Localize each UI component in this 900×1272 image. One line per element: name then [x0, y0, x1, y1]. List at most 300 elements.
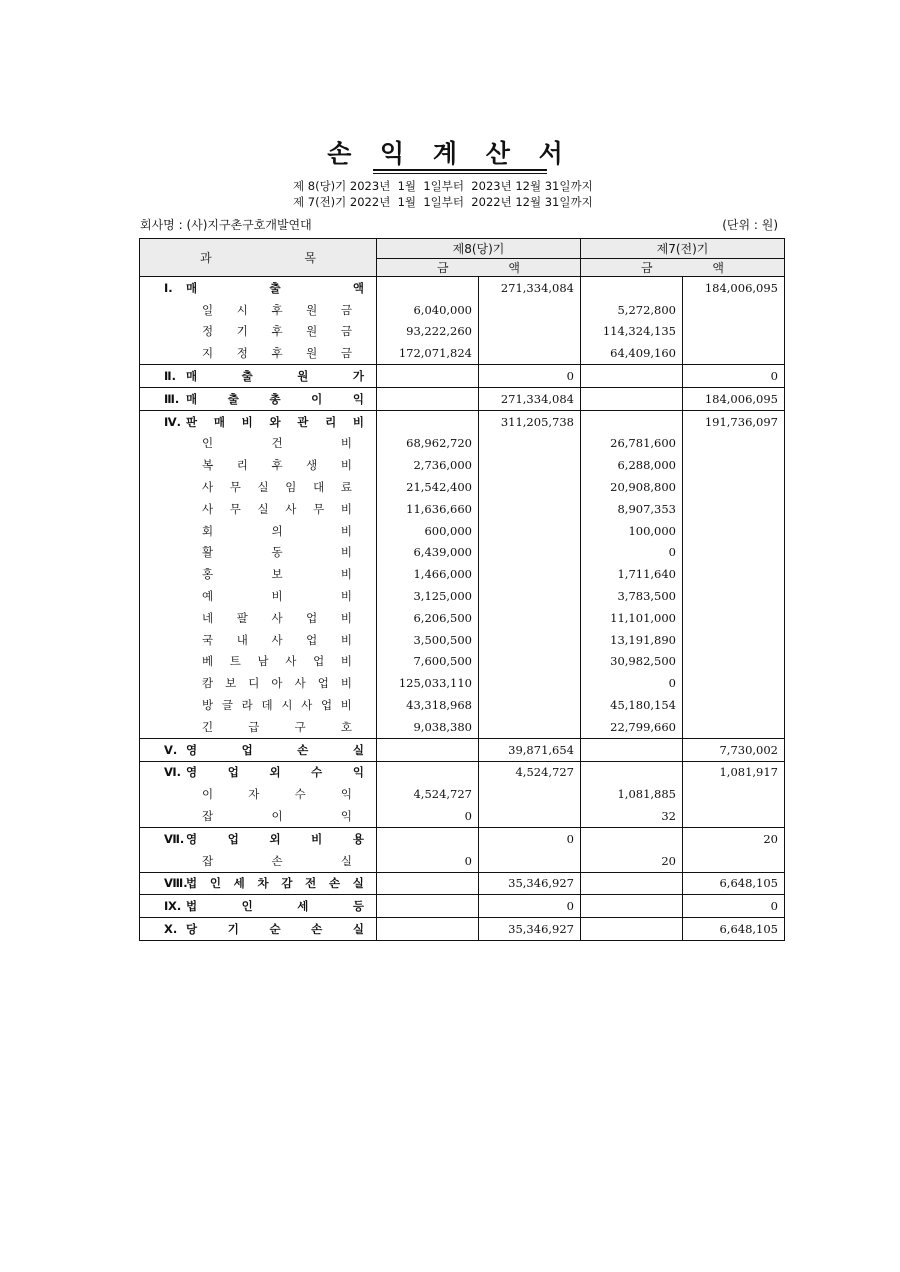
label-char: 순 [269, 922, 281, 936]
cur-sub-amount [377, 761, 479, 783]
row-label [140, 520, 377, 542]
section-row [140, 827, 785, 849]
row-label [140, 321, 377, 343]
row-label [140, 342, 377, 364]
row-label [140, 607, 377, 629]
label-char: 비 [352, 414, 364, 429]
row-label [140, 454, 377, 476]
detail-row [140, 342, 785, 364]
pri-sub-amount: 6,288,000 [581, 454, 683, 476]
detail-label [140, 697, 376, 713]
row-label [140, 299, 377, 321]
detail-row [140, 716, 785, 738]
cur-main-amount [479, 783, 581, 805]
section-label [186, 898, 364, 914]
row-label [140, 277, 377, 299]
label-char: 금 [340, 302, 352, 317]
pri-main-amount [683, 520, 785, 542]
cur-main-amount [479, 672, 581, 694]
pri-main-amount: 0 [683, 895, 785, 918]
label-char: 실 [257, 501, 269, 516]
label-char: 비 [311, 831, 323, 846]
pri-sub-amount: 3,783,500 [581, 585, 683, 607]
header-current-amount: 금 액 [377, 259, 581, 277]
label-char: 업 [317, 676, 329, 691]
pri-main-amount [683, 716, 785, 738]
section-row [140, 365, 785, 388]
label-char: 정 [236, 346, 248, 361]
cur-sub-amount: 172,071,824 [377, 342, 479, 364]
label-char: 원 [297, 369, 309, 384]
label-char: 무 [313, 501, 325, 516]
company-name: 회사명 : (사)지구촌구호개발연대 [140, 218, 312, 232]
cur-main-amount [479, 520, 581, 542]
section-row [140, 277, 785, 299]
pri-sub-amount: 5,272,800 [581, 299, 683, 321]
section-number: Ⅸ. [164, 899, 182, 914]
label-char: 당 [186, 922, 198, 936]
label-char: 국 [202, 632, 214, 647]
label-char: 후 [271, 346, 283, 361]
label-char: 비 [340, 589, 352, 604]
pri-main-amount [683, 783, 785, 805]
cur-main-amount: 271,334,084 [479, 387, 581, 410]
pri-main-amount: 191,736,097 [683, 410, 785, 432]
detail-label [140, 610, 376, 626]
detail-label [140, 523, 376, 539]
label-char: 업 [227, 765, 239, 780]
label-char: 출 [227, 391, 239, 406]
label-char: 비 [271, 589, 283, 604]
label-char: 전 [305, 876, 317, 891]
label-char: 영 [186, 831, 198, 846]
label-char: 동 [271, 545, 283, 560]
pri-main-amount [683, 563, 785, 585]
label-char: 손 [311, 922, 323, 936]
cur-sub-amount: 7,600,500 [377, 651, 479, 673]
section-number: Ⅶ. [164, 831, 185, 846]
label-char: 익 [340, 787, 352, 802]
row-label [140, 365, 377, 388]
cur-main-amount [479, 563, 581, 585]
row-label [140, 783, 377, 805]
cur-sub-amount: 11,636,660 [377, 498, 479, 520]
label-char: 판 [186, 414, 198, 429]
cur-sub-amount [377, 895, 479, 918]
label-char: 잡 [202, 809, 214, 824]
section-row [140, 918, 785, 941]
section-row [140, 761, 785, 783]
section-label [186, 875, 364, 891]
label-char: 사 [285, 654, 297, 669]
label-char: 후 [271, 458, 283, 473]
cur-main-amount [479, 585, 581, 607]
pri-sub-amount: 45,180,154 [581, 694, 683, 716]
detail-row [140, 520, 785, 542]
label-char: 수 [294, 787, 306, 802]
label-char: 액 [352, 280, 364, 295]
cur-main-amount [479, 805, 581, 827]
label-char: 수 [311, 765, 323, 780]
label-char: 외 [269, 831, 281, 846]
section-label [186, 280, 364, 296]
pri-main-amount [683, 542, 785, 564]
label-char: 매 [186, 391, 198, 406]
detail-row [140, 694, 785, 716]
label-char: 복 [202, 458, 214, 473]
cur-main-amount: 0 [479, 895, 581, 918]
label-char: 리 [325, 414, 337, 429]
cur-sub-amount: 6,040,000 [377, 299, 479, 321]
label-char: 비 [340, 501, 352, 516]
detail-row [140, 672, 785, 694]
pri-sub-amount [581, 918, 683, 941]
label-char: 지 [202, 346, 214, 361]
detail-label [140, 653, 376, 669]
cur-sub-amount [377, 872, 479, 895]
cur-sub-amount: 43,318,968 [377, 694, 479, 716]
pri-sub-amount: 114,324,135 [581, 321, 683, 343]
cur-main-amount: 0 [479, 365, 581, 388]
label-char: 등 [352, 899, 364, 914]
label-char: 예 [202, 589, 214, 604]
pri-sub-amount: 11,101,000 [581, 607, 683, 629]
row-label [140, 895, 377, 918]
cur-sub-amount: 9,038,380 [377, 716, 479, 738]
pri-sub-amount [581, 738, 683, 761]
row-label [140, 387, 377, 410]
label-char: 남 [257, 654, 269, 669]
section-row [140, 872, 785, 895]
label-char: 트 [229, 654, 241, 669]
pri-main-amount: 6,648,105 [683, 872, 785, 895]
period-prior: 제 7(전)기 2022년 1월 1일부터 2022년 12월 31일까지 [293, 195, 593, 209]
pri-sub-amount [581, 387, 683, 410]
pri-sub-amount: 13,191,890 [581, 629, 683, 651]
row-label [140, 585, 377, 607]
detail-row [140, 850, 785, 872]
label-char: 영 [186, 742, 198, 757]
label-char: 보 [225, 676, 237, 691]
cur-sub-amount [377, 387, 479, 410]
section-row [140, 895, 785, 918]
pri-main-amount [683, 498, 785, 520]
detail-label [140, 345, 376, 361]
document-title: 손 익 계 산 서 [327, 139, 573, 168]
income-statement-table [139, 238, 785, 941]
pri-sub-amount: 20,908,800 [581, 476, 683, 498]
pri-main-amount [683, 433, 785, 455]
cur-main-amount [479, 498, 581, 520]
label-char: 비 [340, 654, 352, 669]
label-char: 사 [202, 501, 214, 516]
label-char: 디 [248, 676, 260, 691]
label-char: 홍 [202, 567, 214, 582]
label-char: 생 [306, 458, 318, 473]
label-char: 대 [313, 480, 325, 495]
label-char: 인 [209, 876, 221, 891]
row-label [140, 629, 377, 651]
label-char: 비 [340, 458, 352, 473]
pri-sub-amount [581, 365, 683, 388]
label-char: 구 [294, 719, 306, 734]
detail-row [140, 629, 785, 651]
label-char: 글 [221, 698, 233, 713]
pri-sub-amount: 1,711,640 [581, 563, 683, 585]
pri-sub-amount [581, 895, 683, 918]
cur-sub-amount [377, 365, 479, 388]
label-char: 이 [311, 391, 323, 406]
label-char: 인 [241, 899, 253, 914]
pri-sub-amount [581, 827, 683, 849]
title-underline [373, 169, 547, 174]
cur-sub-amount: 600,000 [377, 520, 479, 542]
label-char: 라 [241, 698, 253, 713]
label-char: 외 [269, 765, 281, 780]
cur-sub-amount [377, 918, 479, 941]
label-char: 출 [241, 369, 253, 384]
header-prior-period: 제7(전)기 [581, 239, 785, 259]
detail-row [140, 498, 785, 520]
label-char: 손 [271, 853, 283, 868]
cur-main-amount: 4,524,727 [479, 761, 581, 783]
row-label [140, 433, 377, 455]
label-char: 시 [281, 698, 293, 713]
cur-sub-amount: 3,125,000 [377, 585, 479, 607]
label-char: 방 [202, 698, 214, 713]
label-char: 업 [241, 742, 253, 757]
pri-sub-amount: 0 [581, 672, 683, 694]
cur-main-amount: 311,205,738 [479, 410, 581, 432]
cur-sub-amount: 3,500,500 [377, 629, 479, 651]
label-char: 호 [340, 719, 352, 734]
cur-sub-amount: 1,466,000 [377, 563, 479, 585]
label-char: 사 [271, 632, 283, 647]
pri-sub-amount: 30,982,500 [581, 651, 683, 673]
detail-row [140, 563, 785, 585]
label-char: 원 [306, 324, 318, 339]
label-char: 익 [340, 809, 352, 824]
detail-row [140, 783, 785, 805]
row-label [140, 918, 377, 941]
cur-main-amount [479, 629, 581, 651]
section-row [140, 410, 785, 432]
label-char: 실 [257, 480, 269, 495]
pri-main-amount: 184,006,095 [683, 387, 785, 410]
section-label [186, 368, 364, 384]
cur-sub-amount: 68,962,720 [377, 433, 479, 455]
label-char: 료 [340, 480, 352, 495]
label-char: 업 [306, 610, 318, 625]
row-label [140, 542, 377, 564]
row-label [140, 694, 377, 716]
detail-label [140, 457, 376, 473]
label-char: 기 [227, 922, 239, 936]
label-char: 자 [248, 787, 260, 802]
label-char: 실 [352, 742, 364, 757]
unit-label: (단위 : 원) [722, 218, 778, 232]
header-prior-amount: 금 액 [581, 259, 785, 277]
detail-label [140, 302, 376, 318]
row-label [140, 716, 377, 738]
pri-sub-amount [581, 761, 683, 783]
label-char: 캄 [202, 676, 214, 691]
detail-row [140, 321, 785, 343]
detail-label [140, 675, 376, 691]
section-label [186, 764, 364, 780]
cur-main-amount: 271,334,084 [479, 277, 581, 299]
label-char: 관 [297, 414, 309, 429]
pri-main-amount [683, 694, 785, 716]
detail-label [140, 808, 376, 824]
label-char: 후 [271, 302, 283, 317]
pri-main-amount [683, 651, 785, 673]
label-char: 업 [320, 698, 333, 713]
cur-sub-amount: 21,542,400 [377, 476, 479, 498]
section-number: Ⅵ. [164, 765, 182, 780]
row-label [140, 410, 377, 432]
label-char: 후 [271, 324, 283, 339]
label-char: 금 [340, 346, 352, 361]
pri-sub-amount [581, 277, 683, 299]
section-number: Ⅲ. [164, 391, 180, 406]
row-label [140, 761, 377, 783]
section-label [186, 831, 364, 847]
label-char: 활 [202, 545, 214, 560]
label-char: 네 [202, 610, 214, 625]
label-char: 매 [186, 280, 198, 295]
cur-sub-amount [377, 827, 479, 849]
cur-main-amount: 35,346,927 [479, 872, 581, 895]
label-char: 사 [202, 480, 214, 495]
cur-main-amount [479, 342, 581, 364]
label-char: 매 [213, 414, 225, 429]
cur-main-amount [479, 476, 581, 498]
cur-main-amount: 0 [479, 827, 581, 849]
pri-main-amount [683, 585, 785, 607]
detail-row [140, 454, 785, 476]
pri-main-amount [683, 476, 785, 498]
detail-label [140, 544, 376, 560]
label-char: 원 [306, 302, 318, 317]
cur-main-amount: 35,346,927 [479, 918, 581, 941]
pri-main-amount [683, 629, 785, 651]
cur-main-amount [479, 716, 581, 738]
label-char: 이 [271, 809, 283, 824]
detail-row [140, 433, 785, 455]
pri-main-amount [683, 454, 785, 476]
label-char: 사 [294, 676, 306, 691]
label-char: 팔 [236, 610, 248, 625]
pri-main-amount [683, 850, 785, 872]
label-char: 용 [352, 831, 364, 846]
detail-label [140, 588, 376, 604]
label-char: 급 [248, 719, 260, 734]
detail-label [140, 566, 376, 582]
label-char: 업 [313, 654, 325, 669]
cur-main-amount [479, 607, 581, 629]
label-char: 영 [186, 765, 198, 780]
section-label [186, 414, 364, 430]
label-char: 의 [271, 523, 283, 538]
detail-label [140, 323, 376, 339]
pri-sub-amount [581, 410, 683, 432]
detail-label [140, 853, 376, 869]
section-number: Ⅰ. [164, 280, 173, 295]
cur-main-amount: 39,871,654 [479, 738, 581, 761]
label-char: 원 [306, 346, 318, 361]
pri-main-amount [683, 342, 785, 364]
detail-label [140, 435, 376, 451]
label-char: 손 [328, 876, 341, 891]
label-char: 잡 [202, 853, 214, 868]
label-char: 사 [271, 610, 283, 625]
row-label [140, 563, 377, 585]
cur-sub-amount: 6,206,500 [377, 607, 479, 629]
cur-sub-amount: 6,439,000 [377, 542, 479, 564]
row-label [140, 498, 377, 520]
cur-sub-amount: 0 [377, 805, 479, 827]
label-char: 데 [261, 698, 273, 713]
detail-row [140, 607, 785, 629]
detail-label [140, 786, 376, 802]
section-number: Ⅱ. [164, 369, 176, 384]
label-char: 출 [269, 280, 281, 295]
period-current: 제 8(당)기 2023년 1월 1일부터 2023년 12월 31일까지 [293, 179, 593, 193]
pri-main-amount: 7,730,002 [683, 738, 785, 761]
row-label [140, 827, 377, 849]
pri-sub-amount: 32 [581, 805, 683, 827]
pri-sub-amount [581, 872, 683, 895]
cur-sub-amount: 2,736,000 [377, 454, 479, 476]
cur-main-amount [479, 542, 581, 564]
label-char: 사 [301, 698, 313, 713]
label-char: 보 [271, 567, 283, 582]
label-char: 일 [202, 302, 214, 317]
section-number: Ⅴ. [164, 742, 178, 757]
pri-main-amount: 1,081,917 [683, 761, 785, 783]
label-char: 건 [271, 436, 283, 451]
pri-main-amount [683, 299, 785, 321]
label-char: 비 [340, 632, 352, 647]
label-char: 업 [227, 831, 239, 846]
pri-main-amount: 20 [683, 827, 785, 849]
header-item: 과 목 [140, 239, 377, 277]
cur-sub-amount [377, 277, 479, 299]
label-char: 비 [340, 698, 352, 713]
pri-sub-amount: 100,000 [581, 520, 683, 542]
section-row [140, 738, 785, 761]
label-char: 실 [340, 853, 352, 868]
section-number: Ⅳ. [164, 414, 182, 429]
label-char: 비 [340, 436, 352, 451]
cur-sub-amount: 0 [377, 850, 479, 872]
detail-label [140, 479, 376, 495]
detail-row [140, 299, 785, 321]
section-label [186, 391, 364, 407]
header-current-period: 제8(당)기 [377, 239, 581, 259]
label-char: 인 [202, 436, 214, 451]
detail-row [140, 805, 785, 827]
section-number: Ⅷ. [164, 876, 188, 891]
detail-label [140, 632, 376, 648]
label-char: 법 [186, 899, 198, 914]
label-char: 시 [236, 302, 248, 317]
label-char: 익 [352, 765, 364, 780]
pri-main-amount: 184,006,095 [683, 277, 785, 299]
label-char: 손 [297, 742, 309, 757]
label-char: 실 [352, 922, 364, 936]
